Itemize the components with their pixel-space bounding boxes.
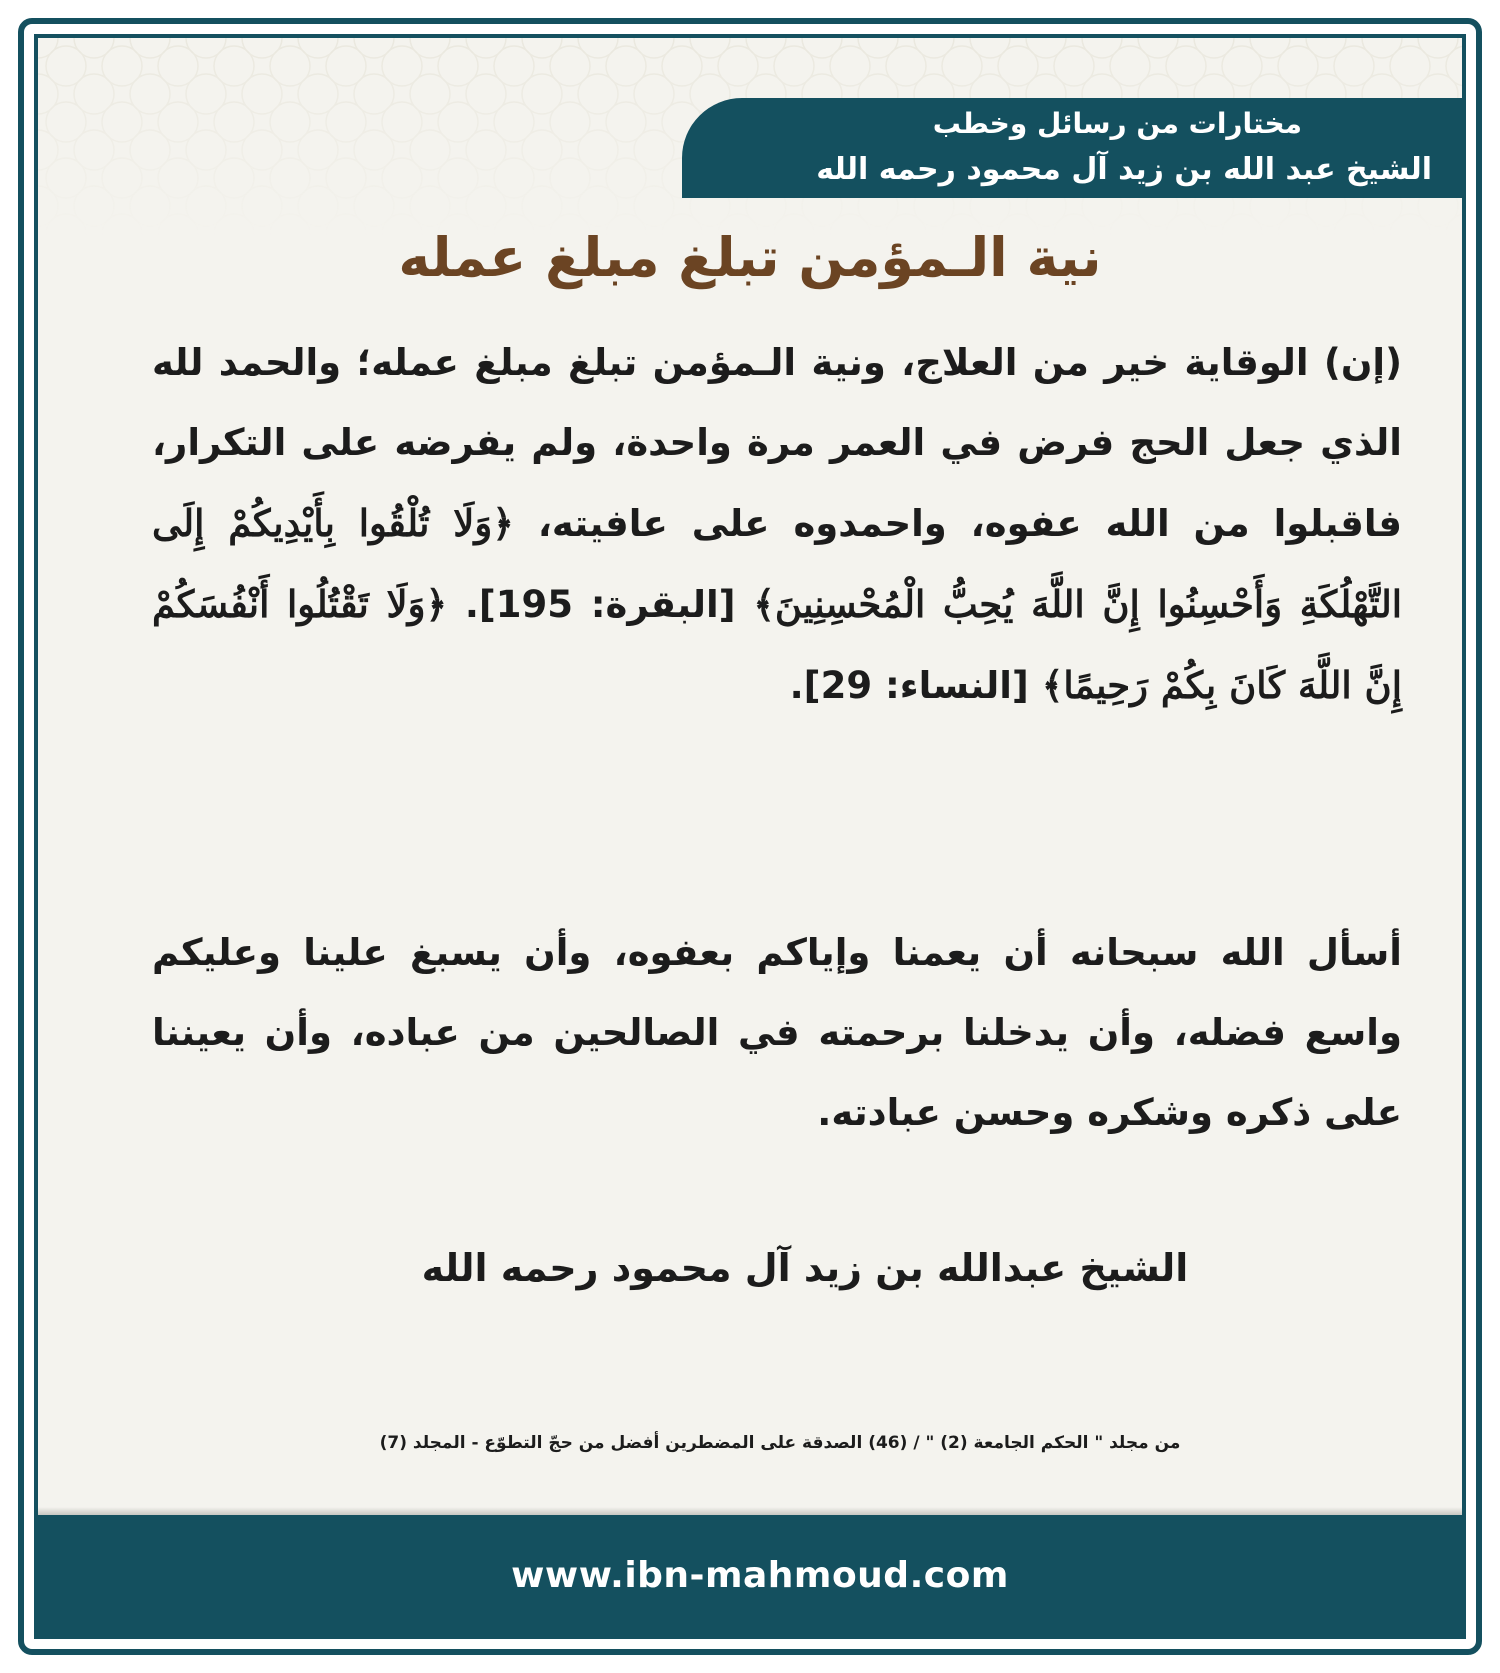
page-title: نية الـمؤمن تبلغ مبلغ عمله <box>398 226 1102 289</box>
footer-divider <box>38 1507 1462 1515</box>
source-citation: من مجلد " الحكم الجامعة (2) " / (46) الصدقة على المضطرين أفضل من حجّ التطوّع - المجلد (7) <box>379 1433 1181 1453</box>
footer-bar <box>38 1515 1462 1635</box>
verse-reference-nisa: [النساء: 29]. <box>789 664 1029 707</box>
quran-verse-nisa: ﴿وَلَا تَقْتُلُوا أَنْفُسَكُمْ إِنَّ اللَّهَ كَانَ بِكُمْ رَحِيمًا﴾ <box>152 582 1402 707</box>
quran-verse-baqarah: ﴿وَلَا تُلْقُوا بِأَيْدِيكُمْ إِلَى التَّهْلُكَةِ وَأَحْسِنُوا إِنَّ اللَّهَ يُحِبُّ الْمُحْسِنِينَ﴾ <box>152 501 1403 626</box>
paragraph-intro: (إن) الوقاية خير من العلاج، ونية الـمؤمن تبلغ مبلغ عمله؛ والحمد لله الذي جعل الحج فرض في العمر مرة واحدة، ولم يفرضه على التكرار، فاقبلوا من الله عفوه، واحمدوه على عافيته، <box>152 341 1402 545</box>
paragraph-main <box>152 323 1402 726</box>
header-banner <box>682 98 1462 198</box>
verse-reference-baqarah: [البقرة: 195]. <box>464 583 736 626</box>
header-series-title: مختارات من رسائل وخطب <box>932 107 1302 140</box>
content-card <box>34 34 1466 1639</box>
author-signature: الشيخ عبدالله بن زيد آل محمود رحمه الله <box>421 1246 1189 1290</box>
paragraph-supplication: أسأل الله سبحانه أن يعمنا وإياكم بعفوه، وأن يسبغ علينا وعليكم واسع فضله، وأن يدخلنا برحمته في الصالحين من عباده، وأن يعيننا على ذكره وشكره وحسن عبادته. <box>152 931 1402 1134</box>
header-author-name: الشيخ عبد الله بن زيد آل محمود رحمه الله <box>816 152 1432 187</box>
website-link[interactable]: www.ibn-mahmoud.com <box>511 1554 1009 1596</box>
